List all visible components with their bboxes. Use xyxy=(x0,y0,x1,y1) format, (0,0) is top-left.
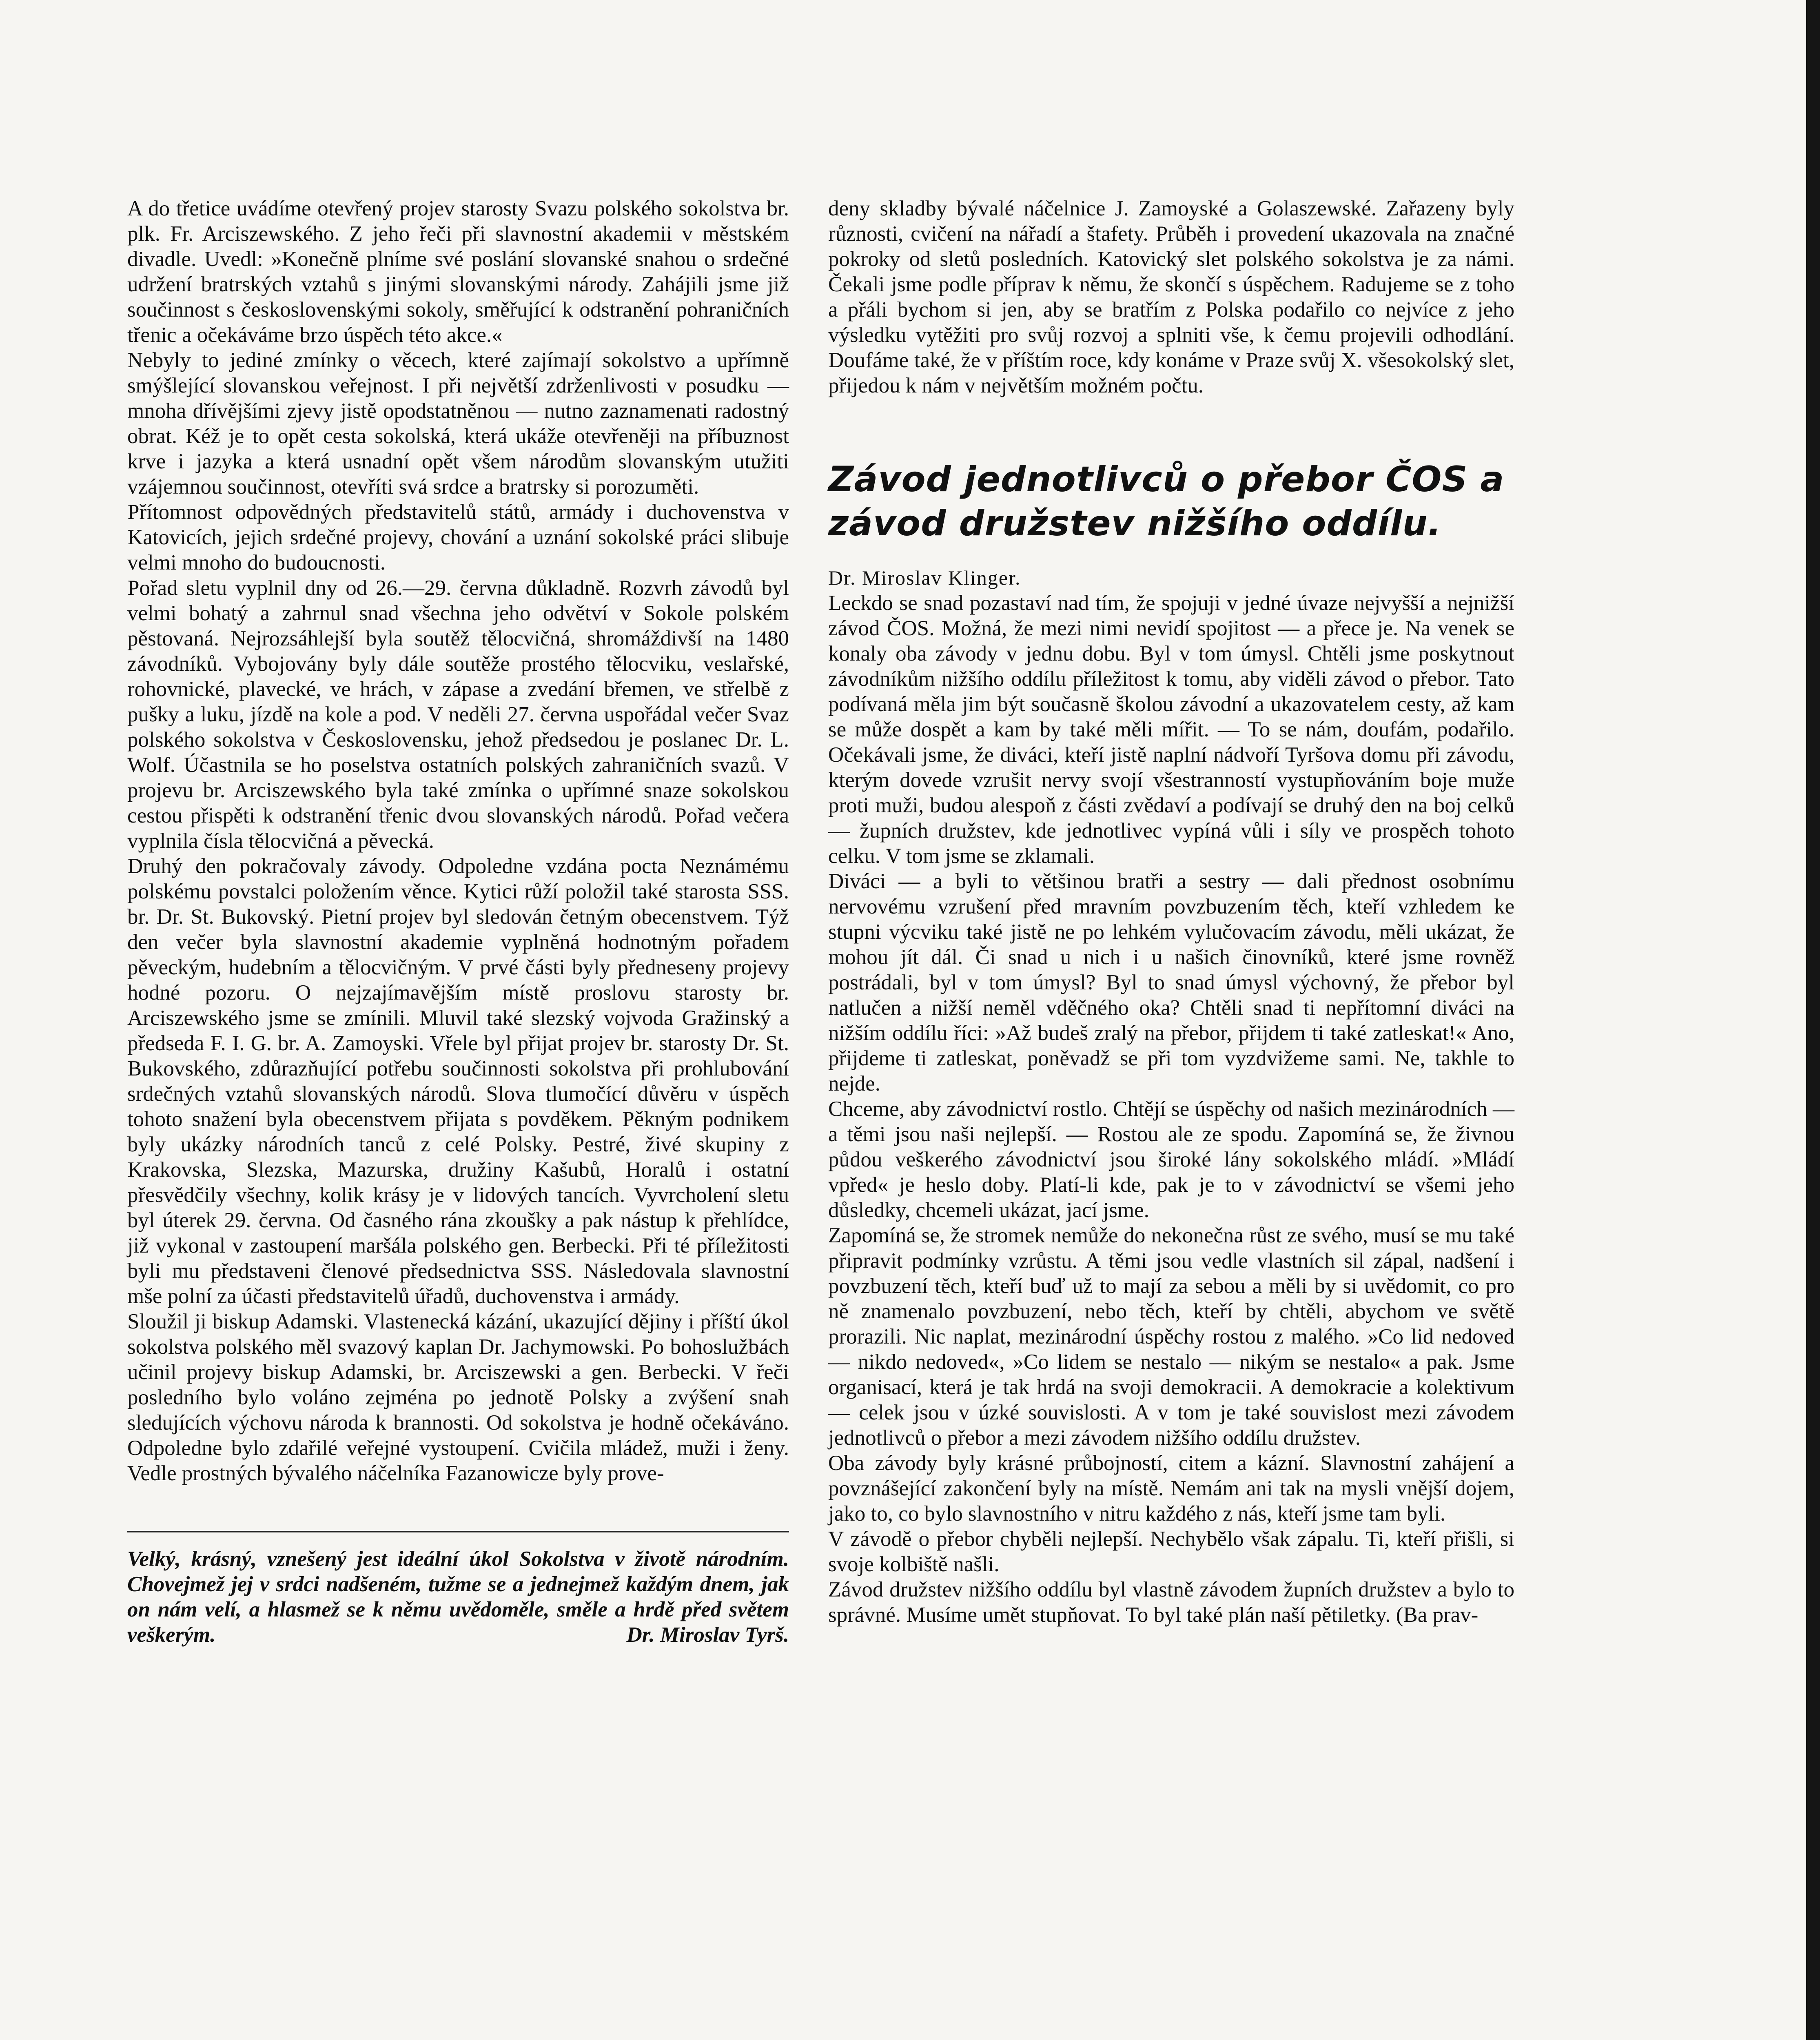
paragraph: Nebyly to jediné zmínky o věcech, které zajímají sokolstvo a upřímně smýšlející slovanskou veřejnost. I při největší zdrženlivosti v posudku — mnoha dřívějšími zjevy jistě opodstatněnou — nutno zaznamenati radostný obrat. Kéž je to opět cesta sokolská, která ukáže otevřeněji na příbuznost krve i jazyka a která usnadní opět všem národům slovanským utužiti vzájemnou součinnost, otevříti svá srdce a bratrsky si porozuměti. xyxy=(127,348,789,499)
paragraph: Oba závody byly krásné průbojností, citem a kázní. Slavnostní zahájení a povznášející zakončení byly na místě. Nemám ani tak na mysli vnější dojem, jako to, co bylo slavnostního v nitru každého z nás, kteří jsme tam byli. xyxy=(828,1451,1514,1526)
quote-author: Dr. Miroslav Tyrš. xyxy=(626,1623,789,1647)
paragraph: Závod družstev nižšího oddílu byl vlastně závodem župních družstev a bylo to správné. Musíme umět stupňovat. To byl také plán naší pětiletky. (Ba prav- xyxy=(828,1578,1514,1627)
paragraph: Druhý den pokračovaly závody. Odpoledne vzdána pocta Neznámému polskému povstalci položením věnce. Kytici růží položil také starosta SSS. br. Dr. St. Bukovský. Pietní projev byl sledován četným obecenstvem. Týž den večer byla slavnostní akademie vyplněná hodnotným pořadem pěveckým, hudebním a tělocvičným. V prvé části byly předneseny projevy hodné pozoru. O nejzajímavějším místě proslovu starosty br. Arciszewského jsme se zmínili. Mluvil také slezský vojvoda Gražinský a předseda F. I. G. br. A. Zamoyski. Vřele byl přijat projev br. starosty Dr. St. Bukovského, zdůrazňující potřebu součinnosti sokolstva při prohlubování srdečných vztahů slovanských národů. Slova tlumočící důvěru v úspěch tohoto snažení byla obecenstvem přijata s povděkem. Pěkným podnikem byly ukázky národních tanců z celé Polsky. Pestré, živé skupiny z Krakovska, Slezska, Mazurska, družiny Kašubů, Horalů i ostatní přesvědčily všechny, kolik krásy je v lidových tancích. Vyvrcholení sletu byl úterek 29. června. Od časného rána zkoušky a pak nástup k přehlídce, již vykonal v zastoupení maršála polského gen. Berbecki. Při té příležitosti byli mu představeni členové předsednictva SSS. Následovala slavnostní mše polní za účasti představitelů úřadů, duchovenstva i armády. xyxy=(127,854,789,1308)
paragraph: Přítomnost odpovědných představitelů států, armády i duchovenstva v Katovicích, jejich srdečné projevy, chování a uznání sokolské práci slibuje velmi mnoho do budoucnosti. xyxy=(127,500,789,574)
paragraph: Zapomíná se, že stromek nemůže do nekonečna růst ze svého, musí se mu také připravit podmínky vzrůstu. A těmi jsou vedle vlastních sil zápal, nadšení i povzbuzení těch, kteří buď už to mají za sebou a měli by si uvědomit, co pro ně znamenalo povzbuzení, nebo těch, kteří by chtěli, abychom ve světě prorazili. Nic naplat, mezinárodní úspěchy rostou z malého. »Co lid nedoved — nikdo nedoved«, »Co lidem se nestalo — nikým se nestalo« a pak. Jsme organisací, která je tak hrdá na svoji demokracii. A demokracie a kolektivum — celek jsou v úzké souvislosti. A v tom je také souvislost mezi závodem jednotlivců o přebor a mezi závodem nižšího oddílu družstev. xyxy=(828,1224,1514,1450)
continuation-paragraph: deny skladby bývalé náčelnice J. Zamoyské a Golaszewské. Zařazeny byly různosti, cvičení na nářadí a štafety. Průběh i provedení ukazovala na značné pokroky od sletů posledních. Katovický slet polského sokolstva je za námi. Čekali jsme podle příprav k němu, že skončí s úspěchem. Radujeme se z toho a přáli bychom si jen, aby se bratřím z Polska podařilo co nejvíce z jeho výsledku vytěžiti pro svůj rozvoj a splniti vše, k čemu projevili odhodlání. Doufáme také, že v příštím roce, kdy konáme v Praze svůj X. všesokolský slet, přijedou k nám v největším možném počtu. xyxy=(828,197,1514,397)
paragraph: V závodě o přebor chyběli nejlepší. Nechybělo však zápalu. Ti, kteří přišli, si svoje kolbiště našli. xyxy=(828,1527,1514,1576)
paragraph: A do třetice uvádíme otevřený projev starosty Svazu polského sokolstva br. plk. Fr. Arciszewského. Z jeho řeči při slavnostní akademii v městském divadle. Uvedl: »Konečně plníme své poslání slovanské snahou o srdečné udržení bratrských vztahů s jinými slovanskými národy. Zahájili jsme již součinnost s československými sokoly, směřující k odstranění pohraničních třenic a očekáváme brzo úspěch této akce.« xyxy=(127,197,789,347)
paragraph: Diváci — a byli to většinou bratři a sestry — dali přednost osobnímu nervovému vzrušení před mravním povzbuzením těch, kteří vzhledem ke stupni výcviku také jistě ne po lehkém vylučovacím závodu, měli ukázat, že mohou jít dál. Či snad u nich i u našich činovníků, které jsme rovněž postrádali, byl v tom úmysl? Byl to snad úmysl výchovný, že přebor byl natlučen a nižší neměl vděčného oka? Chtěli snad ti nepřítomní diváci na nižším oddílu říci: »Až budeš zralý na přebor, přijdem ti také zatleskat!« Ano, přijdeme ti zatleskat, poněvadž se při tom vyzdvižeme sami. Ne, takhle to nejde. xyxy=(828,869,1514,1095)
paragraph: Chceme, aby závodnictví rostlo. Chtějí se úspěchy od našich mezinárodních — a těmi jsou naši nejlepší. — Rostou ale ze spodu. Zapomíná se, že živnou půdou veškerého závodnictví jsou široké lány sokolského mládí. »Mládí vpřed« je heslo doby. Platí-li kde, pak je to v závodnictví se všemi jeho důsledky, chcemeli ukázat, jací jsme. xyxy=(828,1097,1514,1222)
article-byline: Dr. Miroslav Klinger. xyxy=(828,566,1021,589)
paragraph: Pořad sletu vyplnil dny od 26.—29. června důkladně. Rozvrh závodů byl velmi bohatý a zahrnul snad všechna jeho odvětví v Sokole polském pěstovaná. Nejrozsáhlejší byla soutěž tělocvičná, shromáždivší na 1480 závodníků. Vybojovány byly dále soutěže prostého tělocviku, veslařské, rohovnické, plavecké, ve hrách, v zápase a zvedání břemen, ve střelbě z pušky a luku, jízdě na kole a pod. V neděli 27. června uspořádal večer Svaz polského sokolstva v Československu, jehož předsedou je poslanec Dr. L. Wolf. Účastnila se ho poselstva ostatních polských zahraničních svazů. V projevu br. Arciszewského byla také zmínka o upřímné snaze sokolskou cestou přispěti k odstranění třenic dvou slovanských národů. Pořad večera vyplnila čísla tělocvičná a pěvecká. xyxy=(127,576,789,853)
paragraph: Leckdo se snad pozastaví nad tím, že spojuji v jedné úvaze nejvyšší a nejnižší závod ČOS. Možná, že mezi nimi nevidí spojitost — a přece je. Na venek se konaly oba závody v jednu dobu. Byl v tom úmysl. Chtěli jsme poskytnout závodníkům nižšího oddílu příležitost k tomu, aby viděli závod o přebor. Tato podívaná měla jim být současně školou závodní a ukazovatelem cesty, až kam se může dospět a kam by také měli mířit. — To se nám, doufám, podařilo. Očekávali jsme, že diváci, kteří jistě naplní nádvoří Tyršova domu při závodu, kterým dovede vzrušit nervy svojí všestranností vystupňováním boje muže proti muži, budou alespoň z části zvědaví a podívají se druhý den na boj celků — župních družstev, kde jednotlivec vypíná vůli i síly ve prospěch tohoto celku. V tom jsme se zklamali. xyxy=(828,591,1514,868)
article-title: Závod jednotlivců o přebor ČOS a závod družstev nižšího oddílu. xyxy=(828,459,1505,544)
quote-text: Velký, krásný, vznešený jest ideální úkol Sokolstva v životě národním. Chovejmež jej v srdci nadšeném, tužme se a jednejmež každým dnem, jak on nám velí, a hlasmež se k němu uvědoměle, směle a hrdě před světem veškerým. xyxy=(127,1547,789,1647)
tyrs-quote xyxy=(127,1546,789,1648)
quote-divider xyxy=(127,1531,789,1532)
paragraph: Sloužil ji biskup Adamski. Vlastenecká kázání, ukazující dějiny i příští úkol sokolstva polského měl svazový kaplan Dr. Jachymowski. Po bohoslužbách učinil projevy biskup Adamski, br. Arciszewski a gen. Berbecki. V řeči posledního bylo voláno zejména po jednotě Polsky a zvýšení snah sledujících výchovu národa k brannosti. Od sokolstva je hodně očekáváno. Odpoledne bylo zdařilé veřejné vystoupení. Cvičila mládež, muži i ženy. Vedle prostných bývalého náčelníka Fazanowicze byly prove- xyxy=(127,1310,789,1485)
left-column xyxy=(127,196,789,1648)
right-column xyxy=(828,196,1514,1628)
